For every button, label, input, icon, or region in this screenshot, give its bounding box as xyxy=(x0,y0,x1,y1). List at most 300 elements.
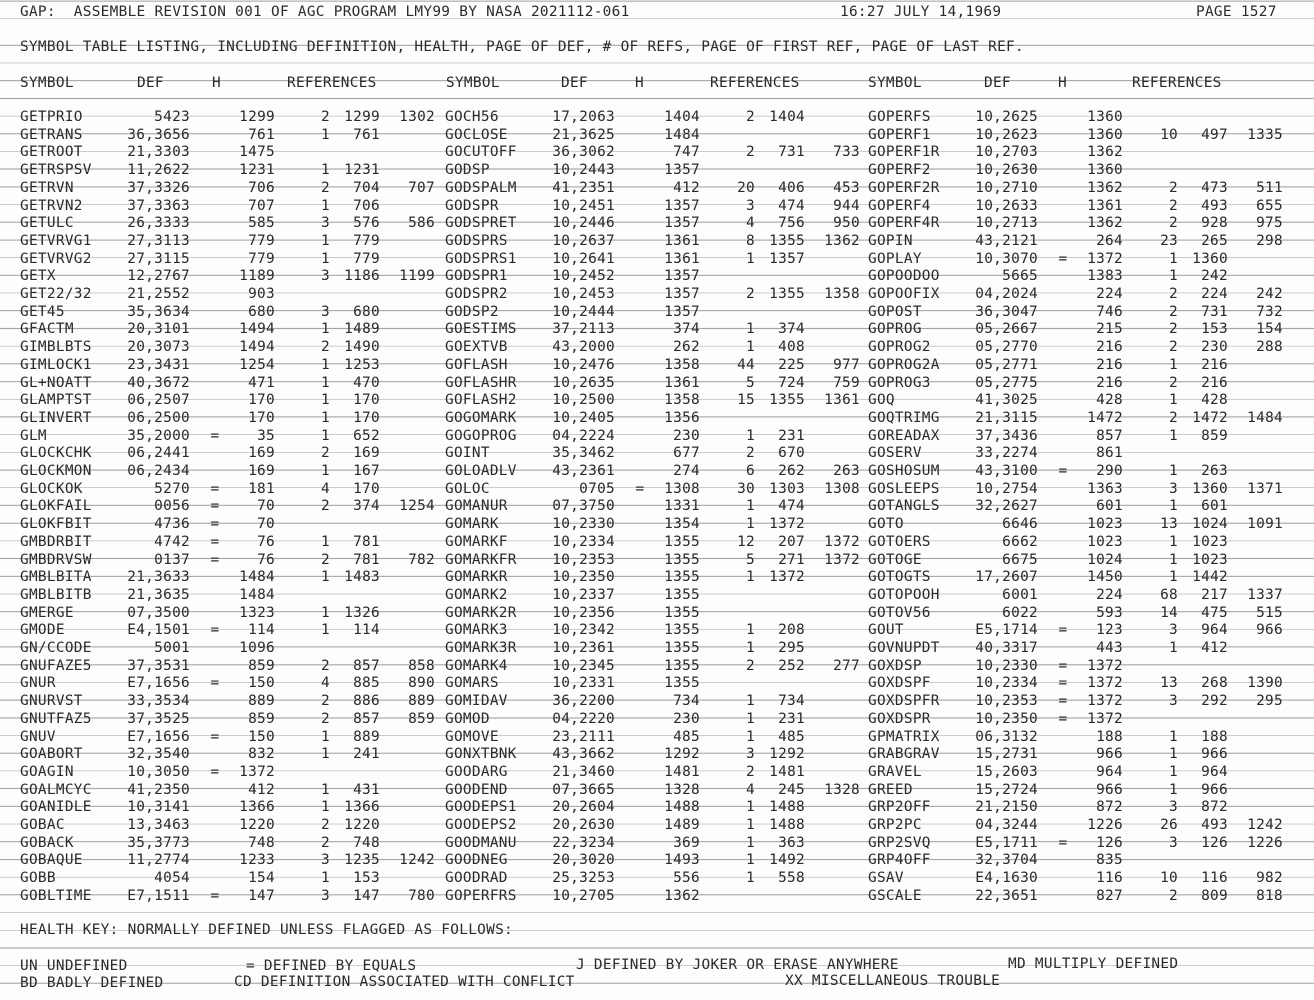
cell-definition: 10,2476 xyxy=(552,356,615,373)
cell-symbol: GOCUTOFF xyxy=(445,144,517,161)
cell-def-page: 966 xyxy=(1096,746,1123,763)
cell-definition: 10,2337 xyxy=(552,586,615,603)
cell-ref-count: 1 xyxy=(746,622,755,639)
cell-symbol: GOMOVE xyxy=(445,728,499,745)
cell-definition: 10,2453 xyxy=(552,286,615,302)
cell-definition: 37,3531 xyxy=(127,657,190,674)
cell-def-page: 1189 xyxy=(239,268,275,285)
cell-ref-count: 15 xyxy=(737,392,755,409)
cell-definition: 21,3633 xyxy=(127,569,190,586)
cell-health: = xyxy=(1058,657,1068,674)
cell-last-ref: 950 xyxy=(833,215,860,232)
cell-def-page: 116 xyxy=(1096,870,1123,887)
cell-last-ref: 1358 xyxy=(824,286,860,302)
cell-ref-count: 4 xyxy=(321,480,330,497)
cell-symbol: GOPROG3 xyxy=(868,374,931,391)
cell-first-ref: 412 xyxy=(1201,640,1228,656)
cell-last-ref: 944 xyxy=(833,197,860,214)
cell-def-page: 1372 xyxy=(1087,657,1123,674)
cell-def-page: 1362 xyxy=(664,887,700,904)
cell-definition: 35,3462 xyxy=(552,445,615,462)
cell-ref-count: 1 xyxy=(321,197,330,214)
health-key-title: HEALTH KEY: NORMALLY DEFINED UNLESS FLAGGED AS FOLLOWS: xyxy=(20,922,514,938)
cell-first-ref: 1360 xyxy=(1192,480,1228,497)
cell-first-ref: 1303 xyxy=(769,480,805,497)
cell-def-page: 147 xyxy=(248,887,275,904)
cell-def-page: 1357 xyxy=(664,162,700,179)
cell-ref-count: 3 xyxy=(1169,693,1178,710)
cell-first-ref: 428 xyxy=(1201,392,1228,409)
cell-definition: 13,3463 xyxy=(127,817,190,833)
cell-symbol: GETROOT xyxy=(20,144,83,161)
cell-definition: 10,2443 xyxy=(552,162,615,179)
cell-def-page: 1358 xyxy=(664,392,700,409)
cell-last-ref: 1372 xyxy=(824,551,860,568)
cell-first-ref: 263 xyxy=(1201,463,1228,479)
cell-symbol: GOALMCYC xyxy=(20,781,92,798)
cell-definition: 27,3115 xyxy=(127,250,190,267)
cell-first-ref: 1231 xyxy=(344,162,380,179)
cell-symbol: GOPROG xyxy=(868,321,922,338)
cell-definition: 10,2713 xyxy=(975,215,1038,232)
cell-def-page: 1023 xyxy=(1087,516,1123,533)
cell-ref-count: 2 xyxy=(321,817,330,833)
cell-ref-count: 1 xyxy=(321,604,330,621)
cell-first-ref: 406 xyxy=(778,179,805,196)
cell-last-ref: 733 xyxy=(833,144,860,161)
cell-symbol: GOLOC xyxy=(445,480,490,497)
cell-definition: 25,3253 xyxy=(552,870,615,887)
cell-definition: 10,2334 xyxy=(552,533,615,550)
cell-first-ref: 242 xyxy=(1201,268,1228,285)
cell-first-ref: 928 xyxy=(1201,215,1228,232)
cell-ref-count: 2 xyxy=(1169,339,1178,356)
cell-health: = xyxy=(1058,250,1068,267)
cell-first-ref: 886 xyxy=(353,693,380,710)
cell-first-ref: 781 xyxy=(353,551,380,568)
cell-symbol: GLOKFBIT xyxy=(20,516,92,533)
cell-first-ref: 114 xyxy=(353,622,380,639)
cell-def-page: 1357 xyxy=(664,197,700,214)
cell-def-page: 748 xyxy=(248,834,275,851)
cell-symbol: GOTOPOOH xyxy=(868,586,940,603)
cell-ref-count: 1 xyxy=(321,356,330,373)
cell-symbol: GNURVST xyxy=(20,693,83,710)
cell-ref-count: 1 xyxy=(746,321,755,338)
cell-definition: 37,3326 xyxy=(127,179,190,196)
cell-first-ref: 670 xyxy=(778,445,805,462)
cell-def-page: 215 xyxy=(1096,321,1123,338)
cell-first-ref: 966 xyxy=(1201,781,1228,798)
cell-first-ref: 169 xyxy=(353,445,380,462)
cell-definition: 04,2224 xyxy=(552,427,615,444)
cell-first-ref: 1357 xyxy=(769,250,805,267)
cell-first-ref: 652 xyxy=(353,427,380,444)
header-title: GAP: ASSEMBLE REVISION 001 OF AGC PROGRAM LMY99 BY NASA 2021112-061 xyxy=(20,4,630,20)
cell-definition: 04,3244 xyxy=(975,817,1038,833)
cell-definition: 10,2353 xyxy=(975,693,1038,710)
cell-symbol: GMBLBITA xyxy=(20,569,92,586)
cell-ref-count: 1 xyxy=(321,374,330,391)
listing-subtitle: SYMBOL TABLE LISTING, INCLUDING DEFINITION, HEALTH, PAGE OF DEF, # OF REFS, PAGE OF FIRST REF, PAGE OF LAST REF. xyxy=(20,39,1024,55)
cell-definition: 37,3363 xyxy=(127,197,190,214)
cell-last-ref: 1199 xyxy=(399,268,435,285)
cell-ref-count: 1 xyxy=(1169,569,1178,586)
cell-last-ref: 1308 xyxy=(824,480,860,497)
cell-ref-count: 2 xyxy=(746,286,755,302)
cell-symbol: GOPOODOO xyxy=(868,268,940,285)
cell-def-page: 889 xyxy=(248,693,275,710)
cell-health: = xyxy=(210,427,220,444)
cell-symbol: GOEXTVB xyxy=(445,339,508,356)
cell-first-ref: 1253 xyxy=(344,356,380,373)
cell-definition: 21,2552 xyxy=(127,286,190,302)
cell-symbol: GOPOST xyxy=(868,303,922,320)
cell-ref-count: 2 xyxy=(1169,887,1178,904)
cell-def-page: 76 xyxy=(257,551,275,568)
cell-symbol: GODSPRS xyxy=(445,232,508,249)
cell-symbol: GOODMANU xyxy=(445,834,517,851)
cell-ref-count: 4 xyxy=(746,215,755,232)
cell-last-ref: 1328 xyxy=(824,781,860,798)
cell-first-ref: 1489 xyxy=(344,321,380,338)
cell-definition: 20,3101 xyxy=(127,321,190,338)
cell-definition: 21,3460 xyxy=(552,763,615,780)
cell-symbol: GOCH56 xyxy=(445,109,499,125)
cell-ref-count: 3 xyxy=(1169,834,1178,851)
cell-symbol: GIMBLBTS xyxy=(20,339,92,356)
cell-ref-count: 4 xyxy=(746,781,755,798)
cell-health: = xyxy=(1058,675,1068,692)
cell-ref-count: 1 xyxy=(321,781,330,798)
cell-ref-count: 44 xyxy=(737,356,755,373)
cell-definition: 15,2603 xyxy=(975,763,1038,780)
cell-ref-count: 2 xyxy=(746,445,755,462)
cell-def-page: 1372 xyxy=(1087,675,1123,692)
cell-health: = xyxy=(1058,693,1068,710)
cell-definition: 04,2024 xyxy=(975,286,1038,302)
cell-ref-count: 2 xyxy=(1169,197,1178,214)
cell-symbol: GOREADAX xyxy=(868,427,940,444)
cell-def-page: 1292 xyxy=(664,746,700,763)
cell-first-ref: 147 xyxy=(353,887,380,904)
cell-def-page: 1355 xyxy=(664,657,700,674)
cell-def-page: 1358 xyxy=(664,356,700,373)
cell-first-ref: 431 xyxy=(353,781,380,798)
cell-symbol: GOMARKF xyxy=(445,533,508,550)
cell-symbol: GODSPRS1 xyxy=(445,250,517,267)
cell-definition: E5,1714 xyxy=(975,622,1038,639)
cell-definition: 10,2641 xyxy=(552,250,615,267)
cell-last-ref: 655 xyxy=(1256,197,1283,214)
cell-symbol: GLOCKOK xyxy=(20,480,83,497)
cell-first-ref: 493 xyxy=(1201,817,1228,833)
cell-first-ref: 1355 xyxy=(769,286,805,302)
cell-definition: 10,2342 xyxy=(552,622,615,639)
cell-definition: 17,2607 xyxy=(975,569,1038,586)
cell-definition: 10,2350 xyxy=(975,710,1038,727)
cell-def-page: 1484 xyxy=(664,126,700,143)
cell-first-ref: 374 xyxy=(353,498,380,515)
cell-ref-count: 3 xyxy=(1169,622,1178,639)
cell-first-ref: 1355 xyxy=(769,392,805,409)
cell-definition: E5,1711 xyxy=(975,834,1038,851)
cell-symbol: GOPROG2 xyxy=(868,339,931,356)
cell-def-page: 1357 xyxy=(664,215,700,232)
cell-def-page: 485 xyxy=(673,728,700,745)
cell-def-page: 1226 xyxy=(1087,817,1123,833)
cell-last-ref: 1337 xyxy=(1247,586,1283,603)
cell-ref-count: 1 xyxy=(321,533,330,550)
cell-last-ref: 1484 xyxy=(1247,409,1283,426)
cell-symbol: GOFLASH xyxy=(445,356,508,373)
cell-def-page: 126 xyxy=(1096,834,1123,851)
cell-ref-count: 1 xyxy=(321,392,330,409)
cell-symbol: GODSPR1 xyxy=(445,268,508,285)
cell-ref-count: 1 xyxy=(1169,533,1178,550)
cell-first-ref: 295 xyxy=(778,640,805,656)
cell-def-page: 1360 xyxy=(1087,109,1123,125)
cell-ref-count: 1 xyxy=(1169,463,1178,479)
cell-def-page: 1494 xyxy=(239,321,275,338)
col-header-references: REFERENCES xyxy=(287,75,377,91)
cell-def-page: 1360 xyxy=(1087,126,1123,143)
cell-def-page: 224 xyxy=(1096,286,1123,302)
cell-symbol: GODSP2 xyxy=(445,303,499,320)
cell-def-page: 827 xyxy=(1096,887,1123,904)
cell-symbol: GOINT xyxy=(445,445,490,462)
cell-definition: 10,2625 xyxy=(975,109,1038,125)
col-header-health: H xyxy=(212,75,221,91)
cell-ref-count: 1 xyxy=(1169,268,1178,285)
cell-first-ref: 1299 xyxy=(344,109,380,125)
cell-symbol: GOXDSP xyxy=(868,657,922,674)
cell-ref-count: 1 xyxy=(746,250,755,267)
cell-def-page: 412 xyxy=(248,781,275,798)
cell-symbol: GOBAQUE xyxy=(20,852,83,869)
cell-symbol: GETRSPSV xyxy=(20,162,92,179)
cell-ref-count: 1 xyxy=(746,339,755,356)
col-header-def: DEF xyxy=(137,75,164,91)
cell-symbol: GOFLASH2 xyxy=(445,392,517,409)
cell-def-page: 1331 xyxy=(664,498,700,515)
cell-symbol: GODSPRET xyxy=(445,215,517,232)
cell-def-page: 1475 xyxy=(239,144,275,161)
cell-def-page: 1493 xyxy=(664,852,700,869)
cell-ref-count: 1 xyxy=(1169,763,1178,780)
cell-definition: 6675 xyxy=(1002,551,1038,568)
cell-def-page: 216 xyxy=(1096,356,1123,373)
cell-definition: 32,3540 xyxy=(127,746,190,763)
cell-last-ref: 298 xyxy=(1256,232,1283,249)
cell-def-page: 374 xyxy=(673,321,700,338)
cell-symbol: GRP2SVQ xyxy=(868,834,931,851)
cell-def-page: 443 xyxy=(1096,640,1123,656)
cell-definition: 43,2121 xyxy=(975,232,1038,249)
cell-symbol: GOTOERS xyxy=(868,533,931,550)
cell-def-page: 1361 xyxy=(1087,197,1123,214)
cell-def-page: 1472 xyxy=(1087,409,1123,426)
cell-def-page: 170 xyxy=(248,392,275,409)
cell-def-page: 1383 xyxy=(1087,268,1123,285)
cell-first-ref: 1490 xyxy=(344,339,380,356)
cell-def-page: 1494 xyxy=(239,339,275,356)
cell-health: = xyxy=(635,480,645,497)
cell-ref-count: 2 xyxy=(746,109,755,125)
cell-def-page: 70 xyxy=(257,516,275,533)
cell-first-ref: 474 xyxy=(778,197,805,214)
cell-def-page: 154 xyxy=(248,870,275,887)
cell-definition: 07,3665 xyxy=(552,781,615,798)
cell-first-ref: 216 xyxy=(1201,356,1228,373)
cell-definition: 35,3634 xyxy=(127,303,190,320)
cell-first-ref: 859 xyxy=(1201,427,1228,444)
cell-def-page: 680 xyxy=(248,303,275,320)
cell-first-ref: 1372 xyxy=(769,516,805,533)
col-header-def: DEF xyxy=(984,75,1011,91)
cell-definition: 33,3534 xyxy=(127,693,190,710)
cell-definition: E7,1656 xyxy=(127,728,190,745)
cell-definition: 43,3100 xyxy=(975,463,1038,479)
cell-ref-count: 1 xyxy=(321,746,330,763)
cell-first-ref: 761 xyxy=(353,126,380,143)
cell-definition: 06,2507 xyxy=(127,392,190,409)
cell-definition: 4742 xyxy=(154,533,190,550)
cell-symbol: GOBACK xyxy=(20,834,74,851)
cell-ref-count: 6 xyxy=(746,463,755,479)
cell-symbol: GETRANS xyxy=(20,126,83,143)
cell-health: = xyxy=(210,551,220,568)
cell-symbol: GOODEND xyxy=(445,781,508,798)
col-header-def: DEF xyxy=(561,75,588,91)
cell-definition: 10,2444 xyxy=(552,303,615,320)
cell-ref-count: 3 xyxy=(321,268,330,285)
cell-definition: 05,2667 xyxy=(975,321,1038,338)
cell-def-page: 1361 xyxy=(664,250,700,267)
cell-symbol: GOPERF1R xyxy=(868,144,940,161)
cell-symbol: GMBDRBIT xyxy=(20,533,92,550)
cell-definition: 6001 xyxy=(1002,586,1038,603)
cell-definition: 23,2111 xyxy=(552,728,615,745)
cell-ref-count: 1 xyxy=(321,569,330,586)
cell-ref-count: 13 xyxy=(1160,516,1178,533)
col-header-symbol: SYMBOL xyxy=(20,75,74,91)
cell-definition: 10,2500 xyxy=(552,392,615,409)
cell-last-ref: 759 xyxy=(833,374,860,391)
cell-ref-count: 1 xyxy=(746,569,755,586)
cell-symbol: GOGOPROG xyxy=(445,427,517,444)
cell-first-ref: 576 xyxy=(353,215,380,232)
cell-symbol: GOODNEG xyxy=(445,852,508,869)
cell-first-ref: 781 xyxy=(353,533,380,550)
cell-def-page: 1024 xyxy=(1087,551,1123,568)
cell-ref-count: 30 xyxy=(737,480,755,497)
cell-symbol: GOUT xyxy=(868,622,904,639)
cell-last-ref: 1254 xyxy=(399,498,435,515)
cell-def-page: 1489 xyxy=(664,817,700,833)
cell-symbol: GOABORT xyxy=(20,746,83,763)
cell-ref-count: 2 xyxy=(321,693,330,710)
cell-symbol: GREED xyxy=(868,781,913,798)
cell-symbol: GOPERF1 xyxy=(868,126,931,143)
cell-def-page: 1484 xyxy=(239,569,275,586)
cell-def-page: 123 xyxy=(1096,622,1123,639)
cell-first-ref: 1326 xyxy=(344,604,380,621)
cell-last-ref: 1372 xyxy=(824,533,860,550)
cell-symbol: GOVNUPDT xyxy=(868,640,940,656)
col-header-references: REFERENCES xyxy=(1132,75,1222,91)
cell-def-page: 1372 xyxy=(239,763,275,780)
cell-def-page: 707 xyxy=(248,197,275,214)
cell-ref-count: 3 xyxy=(321,215,330,232)
cell-definition: 06,3132 xyxy=(975,728,1038,745)
cell-ref-count: 1 xyxy=(321,870,330,887)
cell-def-page: 170 xyxy=(248,409,275,426)
cell-def-page: 230 xyxy=(673,710,700,727)
cell-symbol: GOMARKFR xyxy=(445,551,517,568)
cell-symbol: GRABGRAV xyxy=(868,746,940,763)
health-key-bd: BD BADLY DEFINED xyxy=(20,975,164,991)
cell-definition: 26,3333 xyxy=(127,215,190,232)
cell-def-page: 1363 xyxy=(1087,480,1123,497)
cell-ref-count: 68 xyxy=(1160,586,1178,603)
cell-first-ref: 1292 xyxy=(769,746,805,763)
cell-ref-count: 12 xyxy=(737,533,755,550)
cell-def-page: 861 xyxy=(1096,445,1123,462)
cell-def-page: 274 xyxy=(673,463,700,479)
cell-definition: 22,3651 xyxy=(975,887,1038,904)
cell-health: = xyxy=(210,675,220,692)
cell-first-ref: 271 xyxy=(778,551,805,568)
cell-def-page: 585 xyxy=(248,215,275,232)
cell-ref-count: 1 xyxy=(746,852,755,869)
cell-ref-count: 1 xyxy=(746,817,755,833)
cell-first-ref: 889 xyxy=(353,728,380,745)
cell-symbol: GNUV xyxy=(20,728,56,745)
cell-definition: 36,3062 xyxy=(552,144,615,161)
cell-first-ref: 680 xyxy=(353,303,380,320)
cell-symbol: GOMARK3R xyxy=(445,640,517,656)
cell-ref-count: 1 xyxy=(1169,427,1178,444)
cell-definition: E4,1630 xyxy=(975,870,1038,887)
cell-def-page: 1308 xyxy=(664,480,700,497)
cell-def-page: 290 xyxy=(1096,463,1123,479)
cell-ref-count: 2 xyxy=(321,445,330,462)
health-key-xx: XX MISCELLANEOUS TROUBLE xyxy=(785,973,1001,989)
cell-def-page: 114 xyxy=(248,622,275,639)
cell-def-page: 859 xyxy=(248,710,275,727)
cell-symbol: GOSERV xyxy=(868,445,922,462)
cell-first-ref: 408 xyxy=(778,339,805,356)
cell-symbol: GOMARK2 xyxy=(445,586,508,603)
cell-first-ref: 1481 xyxy=(769,763,805,780)
cell-first-ref: 748 xyxy=(353,834,380,851)
cell-symbol: GODSPR2 xyxy=(445,286,508,302)
cell-definition: 10,2637 xyxy=(552,232,615,249)
cell-symbol: GOMARK2R xyxy=(445,604,517,621)
cell-first-ref: 265 xyxy=(1201,232,1228,249)
cell-def-page: 230 xyxy=(673,427,700,444)
cell-def-page: 224 xyxy=(1096,586,1123,603)
cell-symbol: GETVRVG1 xyxy=(20,232,92,249)
cell-def-page: 1357 xyxy=(664,303,700,320)
cell-ref-count: 1 xyxy=(321,250,330,267)
cell-last-ref: 295 xyxy=(1256,693,1283,710)
cell-definition: 20,3073 xyxy=(127,339,190,356)
cell-symbol: GOPERFS xyxy=(868,109,931,125)
cell-definition: 41,3025 xyxy=(975,392,1038,409)
cell-last-ref: 982 xyxy=(1256,870,1283,887)
